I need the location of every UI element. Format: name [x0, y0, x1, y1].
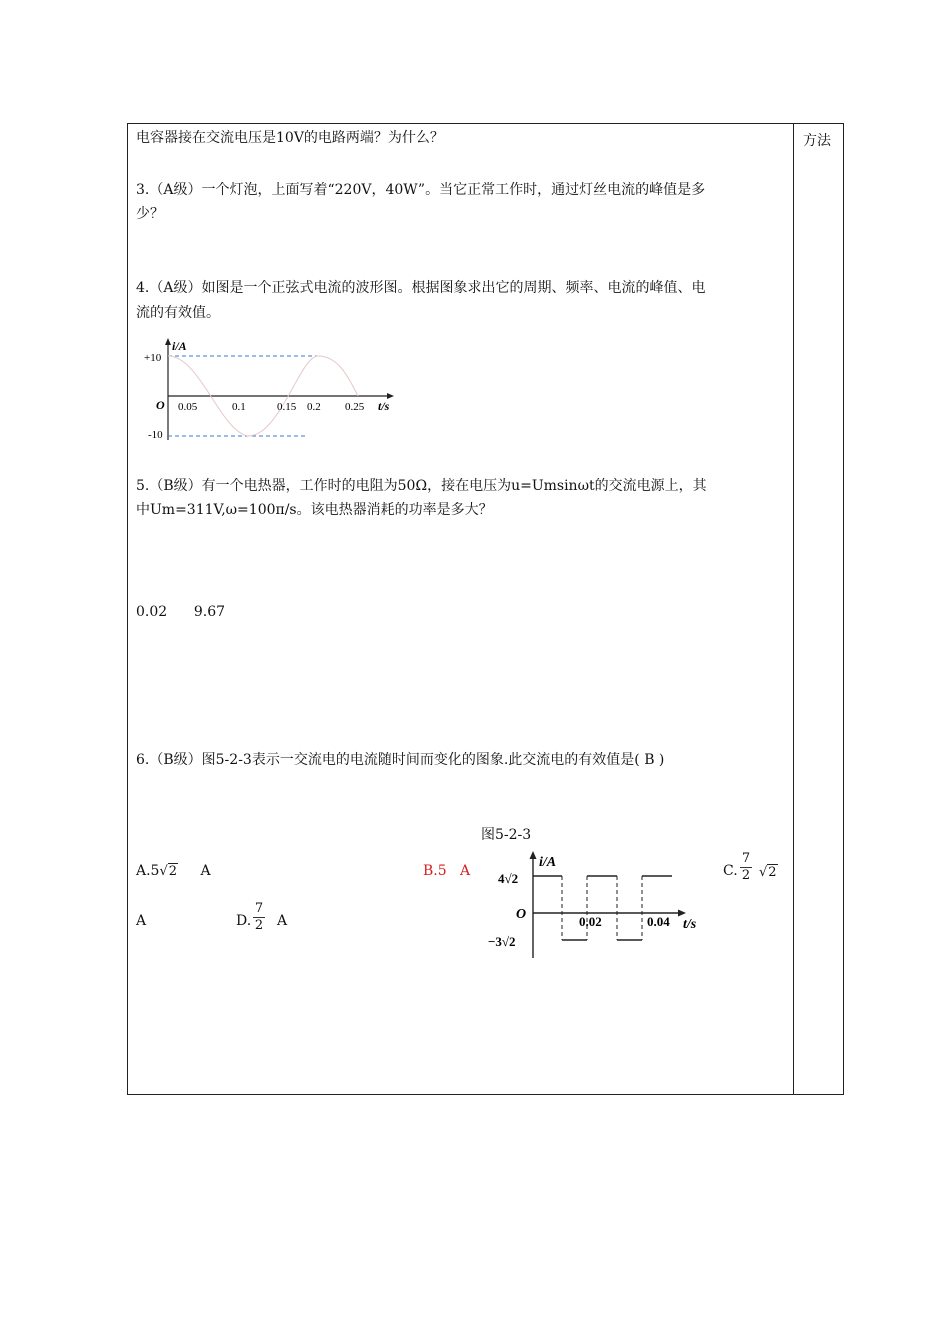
- fig1-x-tick: 0.25: [345, 401, 365, 413]
- question-5: 5.（B级）有一个电热器，工作时的电阻为50Ω，接在电压为u=Umsinωt的交流电源上，其: [136, 478, 707, 494]
- fig1-x-label: t/s: [378, 399, 390, 413]
- option-b: B.5 A: [423, 863, 471, 879]
- question-5-cont: 中Um=311V,ω=100π/s。该电热器消耗的功率是多大？: [136, 502, 493, 518]
- option-c-unit: A: [136, 913, 147, 929]
- sine-wave-figure: [140, 336, 400, 446]
- option-d-prefix: D.: [236, 913, 252, 929]
- figure-caption: 图5-2-3: [481, 827, 532, 843]
- column-divider: [793, 123, 794, 1095]
- question-4: 4.（A级）如图是一个正弦式电流的波形图。根据图象求出它的周期、频率、电流的峰值、电: [136, 280, 706, 296]
- option-c-prefix: C.: [723, 863, 738, 879]
- option-a-unit: A: [200, 863, 211, 879]
- fig1-origin: O: [156, 398, 165, 412]
- question-3: 3.（A级）一个灯泡，上面写着“220V，40W”。当它正常工作时，通过灯丝电流的峰值是多: [136, 182, 706, 198]
- fig1-y-pos: +10: [144, 352, 162, 364]
- question-6: 6.（B级）图5-2-3表示一交流电的电流随时间而变化的图象.此交流电的有效值是( B ): [136, 752, 665, 768]
- question-4-cont: 流的有效值。: [136, 305, 220, 321]
- text-line: 电容器接在交流电压是10V的电路两端？为什么？: [136, 130, 444, 146]
- answer-note: 0.02 9.67: [136, 604, 226, 620]
- option-d-fraction: 7 2: [254, 901, 264, 933]
- fig1-y-label: i/A: [172, 339, 187, 353]
- option-a: [136, 859, 211, 884]
- fig2-y-pos: 4√2: [498, 871, 519, 886]
- square-wave-figure: [484, 848, 714, 964]
- fig2-x-tick: 0.04: [647, 914, 670, 929]
- fig2-origin: O: [516, 907, 527, 922]
- fig2-y-label: i/A: [539, 855, 557, 870]
- option-a-prefix: A.5: [136, 863, 160, 879]
- question-3-cont: 少？: [136, 206, 164, 222]
- fig1-x-tick: 0.05: [178, 401, 198, 413]
- side-column-label: 方法: [803, 133, 831, 149]
- option-d-unit: A: [277, 913, 288, 929]
- fig2-y-neg: −3√2: [488, 934, 516, 949]
- fig1-x-tick: 0.15: [277, 401, 297, 413]
- fig1-y-neg: -10: [148, 429, 163, 441]
- option-c-sqrt: √2: [759, 865, 777, 880]
- fig1-x-tick: 0.2: [307, 401, 321, 413]
- fig1-x-tick: 0.1: [232, 401, 246, 413]
- option-c-fraction: 7 2: [741, 851, 751, 883]
- fig2-x-tick: 0.02: [579, 914, 602, 929]
- sqrt-symbol: √2: [159, 864, 178, 879]
- fig2-x-label: t/s: [683, 917, 697, 932]
